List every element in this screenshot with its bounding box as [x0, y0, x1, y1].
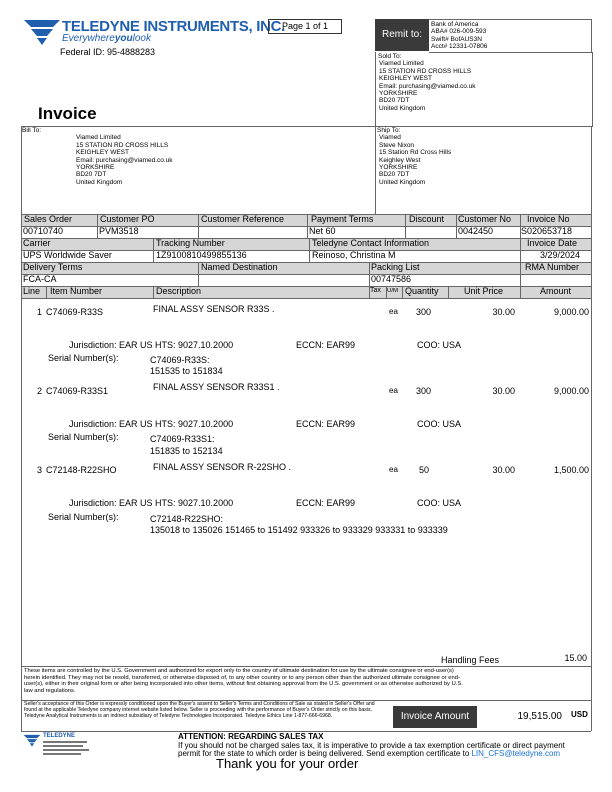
value-customer-po: PVM3518	[99, 226, 139, 236]
col-item-number: Item Number	[50, 286, 103, 296]
label-discount: Discount	[409, 214, 445, 224]
label-sales-order: Sales Order	[24, 214, 73, 224]
label-carrier: Carrier	[23, 238, 51, 248]
company-name: TELEDYNE INSTRUMENTS, INC.	[62, 18, 286, 35]
item-number: C72148-R22SHO	[46, 465, 117, 475]
label-delivery-terms: Delivery Terms	[23, 262, 83, 272]
col-description: Description	[156, 286, 202, 296]
item-unit-price: 30.00	[492, 465, 515, 475]
label-payment-terms: Payment Terms	[311, 214, 374, 224]
ship-to: Ship To: Viamed Steve Nixon 15 Station Rd Cross Hills Keighley West YORKSHIRE BD20 7DT United Kingdom	[377, 127, 452, 186]
sold-to-label: Sold To:	[378, 53, 402, 60]
line-number: 3	[37, 465, 43, 475]
item-amount: 9,000.00	[553, 386, 589, 396]
label-customer-reference: Customer Reference	[201, 214, 285, 224]
col-amount: Amount	[540, 286, 572, 296]
item-eccn: ECCN: EAR99	[296, 498, 356, 508]
label-invoice-no: Invoice No	[527, 214, 570, 224]
terms-notice: Seller's acceptance of this Order is expressly conditioned upon the Buyer's assent to Seller's Terms and Conditions of Sale as stated in Seller's Offer and found at the applicable Teledyne company internet website listed below. Seller is proceeding with the performance of Buyer's Order strictly on this basis. Teledyne Analytical Instruments is an indirect subsidiary of Teledyne Technologies Incorporated. Teledyne Ethics Line 1-877-666-6968.	[24, 701, 375, 719]
value-carrier: UPS Worldwide Saver	[23, 250, 112, 260]
serial-label: Serial Number(s):	[48, 353, 119, 363]
line-number: 1	[37, 307, 43, 317]
serial-label: Serial Number(s):	[48, 512, 119, 522]
item-um: ea	[389, 307, 398, 316]
bill-to-label: Bill To:	[22, 127, 42, 134]
label-rma-number: RMA Number	[525, 262, 580, 272]
line-number: 2	[37, 386, 43, 396]
item-number: C74069-R33S1	[46, 386, 109, 396]
remit-line: Swift# BofAUS3N	[431, 35, 482, 43]
serial-part: C74069-R33S:	[150, 355, 210, 365]
col-unit-price: Unit Price	[464, 286, 504, 296]
sold-to-box: Sold To: Viamed Limited 15 STATION RD CROSS HILLS KEIGHLEY WEST Email: purchasing@viamed.co.uk YORKSHIRE BD20 7DT United Kingdom	[375, 52, 593, 127]
tagline: Everywhereyoulook	[62, 33, 151, 44]
remit-line: Acct# 12331-07806	[431, 43, 488, 51]
handling-fees-value: 15.00	[564, 653, 587, 663]
serial-range: 151535 to 151834	[150, 366, 223, 376]
col-tax: Tax	[370, 287, 381, 294]
value-tracking-number: 1Z9100810499855136	[156, 250, 247, 260]
invoice-amount-label-box	[393, 706, 477, 728]
federal-id: Federal ID: 95-4888283	[60, 47, 156, 57]
footer-logo-icon	[22, 733, 42, 747]
label-packing-list: Packing List	[371, 262, 420, 272]
value-payment-terms: Net 60	[309, 226, 336, 236]
label-named-destination: Named Destination	[201, 262, 278, 272]
item-qty: 300	[416, 307, 432, 317]
item-qty: 300	[416, 386, 432, 396]
label-tracking-number: Tracking Number	[156, 238, 225, 248]
page-indicator: Page 1 of 1	[268, 19, 342, 34]
thank-you-message: Thank you for your order	[216, 756, 359, 771]
item-jurisdiction: Jurisdiction: EAR US HTS: 9027.10.2000	[69, 498, 234, 508]
serial-range: 135018 to 135026 151465 to 151492 933326 to 933329 933331 to 933339	[150, 525, 448, 535]
value-teledyne-contact: Reinoso, Christina M	[312, 250, 396, 260]
label-customer-no: Customer No	[458, 214, 512, 224]
tax-attention-line2: permit for the state to which order is being delivered. Send exemption certificate to LIN_CFS@teledyne.com	[178, 749, 561, 758]
item-qty: 50	[419, 465, 430, 475]
label-teledyne-contact: Teledyne Contact Information	[312, 238, 430, 248]
value-sales-order: 00710740	[23, 226, 64, 236]
value-customer-no: 0042450	[458, 226, 494, 236]
item-unit-price: 30.00	[492, 386, 515, 396]
serial-part: C72148-R22SHO:	[150, 514, 224, 524]
value-invoice-date: 3/29/2024	[540, 250, 581, 260]
label-customer-po: Customer PO	[100, 214, 155, 224]
item-amount: 1,500.00	[553, 465, 589, 475]
serial-range: 151835 to 152134	[150, 446, 223, 456]
item-coo: COO: USA	[417, 340, 462, 350]
value-delivery-terms: FCA-CA	[23, 274, 57, 284]
value-invoice-no: S020653718	[521, 226, 573, 236]
tax-exemption-email-link[interactable]: LIN_CFS@teledyne.com	[471, 749, 561, 758]
col-line: Line	[23, 286, 41, 296]
item-jurisdiction: Jurisdiction: EAR US HTS: 9027.10.2000	[69, 419, 234, 429]
item-description: FINAL ASSY SENSOR R33S .	[153, 304, 275, 314]
remit-line: Bank of America	[431, 21, 479, 28]
col-quantity: Quantity	[405, 286, 439, 296]
item-jurisdiction: Jurisdiction: EAR US HTS: 9027.10.2000	[69, 340, 234, 350]
remit-line: ABA# 026-009-593	[431, 28, 487, 36]
item-eccn: ECCN: EAR99	[296, 419, 356, 429]
tax-attention-line1: If you should not be charged sales tax, it is imperative to provide a tax exemption certificate or direct payment	[178, 741, 565, 750]
teledyne-logo	[22, 16, 62, 46]
page-title: Invoice	[38, 104, 97, 123]
tax-attention-title: ATTENTION: REGARDING SALES TAX	[178, 732, 324, 741]
invoice-amount-value: 19,515.00	[517, 711, 562, 722]
col-um: U/M	[387, 288, 398, 294]
invoice-amount-label: Invoice Amount	[400, 711, 470, 722]
item-amount: 9,000.00	[553, 307, 589, 317]
item-number: C74069-R33S	[46, 307, 104, 317]
footer-logo: TELEDYNE	[22, 733, 102, 759]
ship-to-label: Ship To:	[377, 127, 401, 134]
bill-to: Bill To: Viamed Limited 15 STATION RD CROSS HILLS KEIGHLEY WEST Email: purchasing@viamed.co.uk YORKSHIRE BD20 7DT United Kingdom	[22, 127, 173, 186]
serial-part: C74069-R33S1:	[150, 434, 215, 444]
item-unit-price: 30.00	[492, 307, 515, 317]
item-coo: COO: USA	[417, 419, 462, 429]
item-coo: COO: USA	[417, 498, 462, 508]
export-notice: These items are controlled by the U.S. Government and authorized for export only to the country of ultimate destination for use by the ultimate consignee or end-user(s) herein identified. They may not be resold, transferred, or otherwise disposed of, to any other country or to any person other than the authorized ultimate consignee or end-user(s), either in their original form or after being incorporated into other items, without first obtaining approval from the U.S. government or as otherwise authorized by U.S. law and regulations.	[24, 668, 463, 695]
value-packing-list: 00747586	[371, 274, 412, 284]
item-description: FINAL ASSY SENSOR R33S1 .	[153, 382, 280, 392]
label-invoice-date: Invoice Date	[527, 238, 578, 248]
remit-to-box	[429, 19, 592, 53]
serial-label: Serial Number(s):	[48, 432, 119, 442]
item-eccn: ECCN: EAR99	[296, 340, 356, 350]
item-description: FINAL ASSY SENSOR R-22SHO .	[153, 462, 292, 472]
invoice-amount-currency: USD	[571, 710, 588, 719]
item-um: ea	[389, 386, 398, 395]
remit-to-label-box: Remit to:	[375, 19, 429, 51]
handling-fees-label: Handling Fees	[441, 655, 500, 665]
item-um: ea	[389, 465, 398, 474]
teledyne-logo-icon	[22, 16, 62, 46]
